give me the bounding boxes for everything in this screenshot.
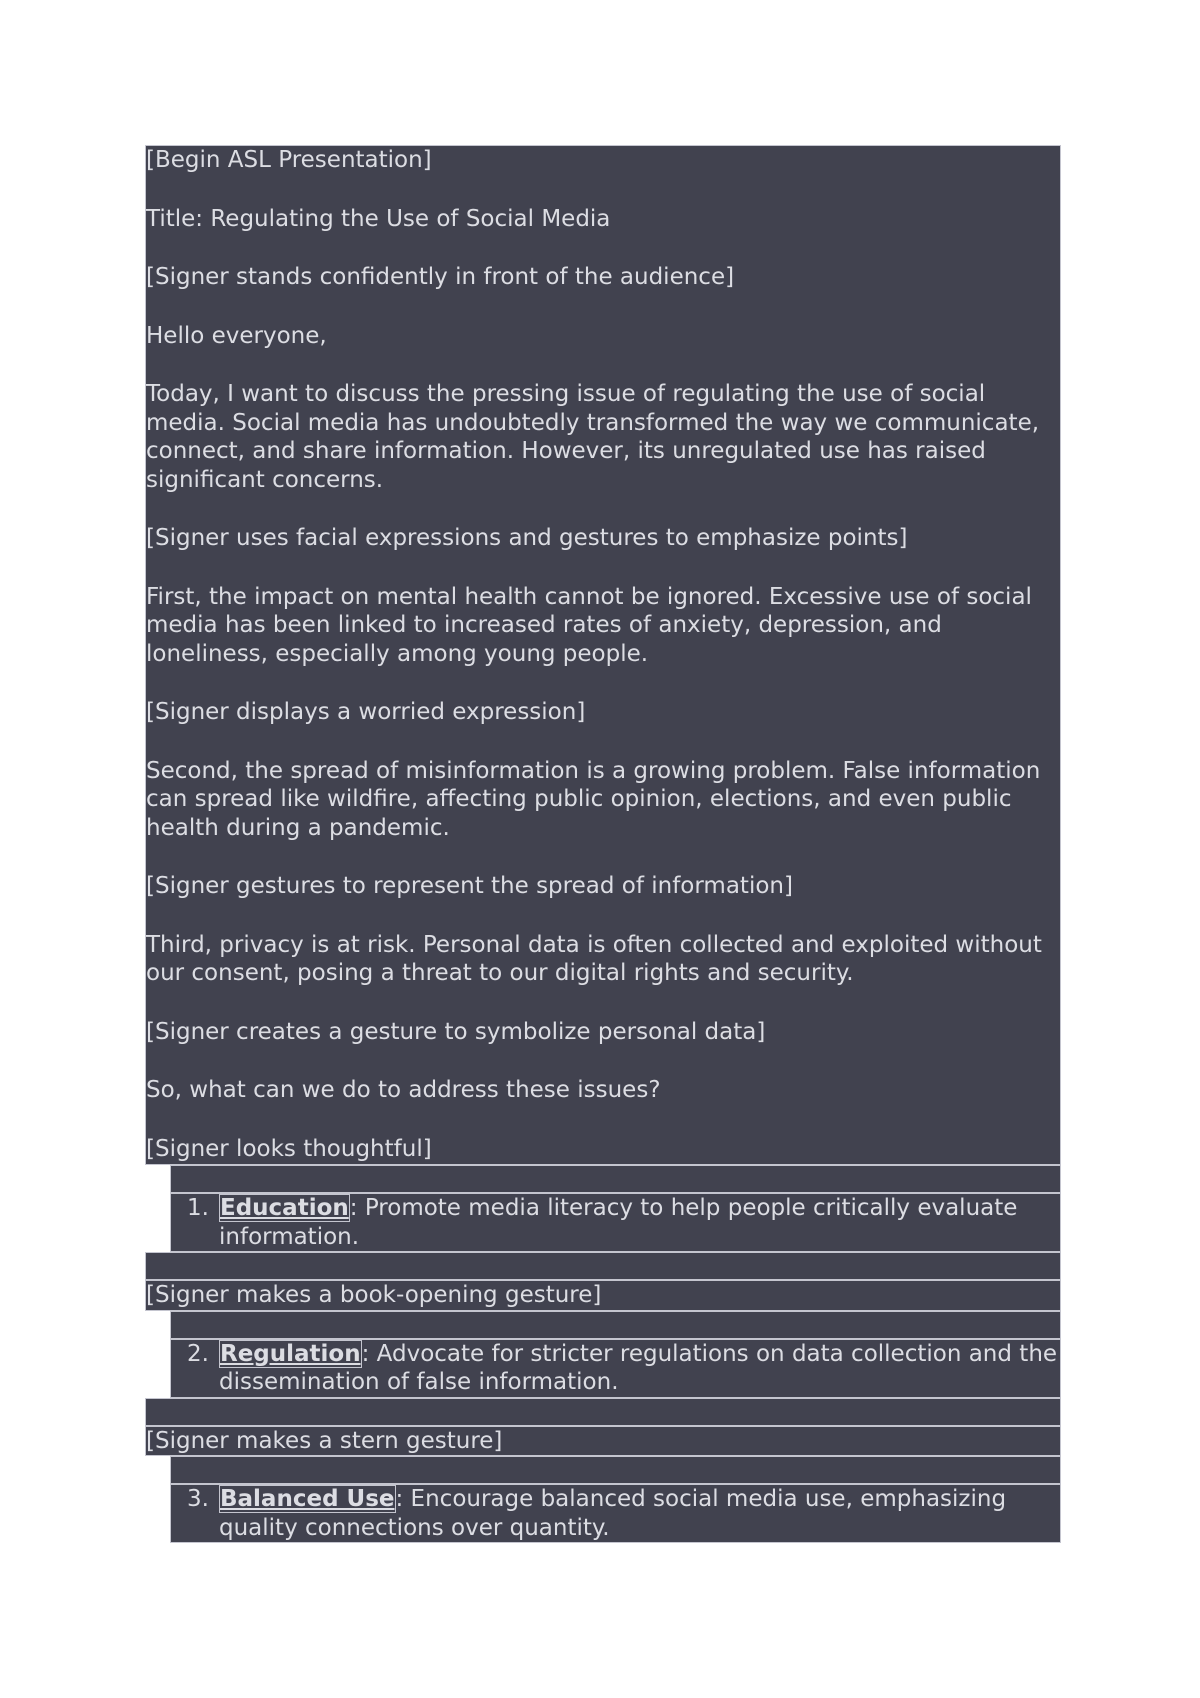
stage-direction: [Signer creates a gesture to symbolize personal data] — [146, 1018, 766, 1045]
greeting: Hello everyone, — [146, 322, 327, 349]
intro-section — [145, 145, 1061, 1165]
list-description: : Advocate for stricter regulations on data collection and the dissemination of false information. — [219, 1340, 1058, 1395]
stage-direction: [Signer stands confidently in front of the audience] — [146, 264, 735, 290]
presentation-document — [145, 145, 1061, 1543]
list-spacer — [145, 1252, 1061, 1280]
presentation-title: Title: Regulating the Use of Social Media — [146, 205, 611, 232]
list-term: Education — [220, 1195, 349, 1221]
stage-direction: [Signer makes a book-opening gesture] — [145, 1280, 1061, 1311]
list-number: 3. — [187, 1486, 209, 1512]
list-description: : Encourage balanced social media use, emphasizing quality connections over quantity. — [219, 1486, 1007, 1541]
list-description: : Promote media literacy to help people critically evaluate information. — [219, 1195, 1018, 1250]
list-term: Regulation — [220, 1340, 361, 1367]
point-mental-health: First, the impact on mental health cannot be ignored. Excessive use of social media has been linked to increased rates of anxiety, depression, and loneliness, especially among young people. — [146, 583, 1032, 667]
list-term: Balanced Use — [220, 1486, 395, 1512]
list-item-regulation — [170, 1339, 1061, 1398]
list-text — [219, 1194, 1060, 1251]
list-item-education — [170, 1193, 1061, 1252]
list-spacer — [170, 1456, 1061, 1484]
stage-direction: [Signer uses facial expressions and gestures to emphasize points] — [146, 525, 908, 551]
point-misinformation: Second, the spread of misinformation is a growing problem. False information can spread like wildfire, affecting public opinion, elections, and even public health during a pandemic. — [146, 757, 1041, 841]
question-paragraph: So, what can we do to address these issues? — [146, 1077, 661, 1103]
stage-direction: [Signer looks thoughtful] — [146, 1135, 432, 1162]
list-item-balanced-use — [170, 1484, 1061, 1543]
list-number: 1. — [187, 1195, 209, 1221]
list-text — [219, 1485, 1060, 1542]
list-spacer — [170, 1165, 1061, 1193]
intro-paragraph: Today, I want to discuss the pressing issue of regulating the use of social media. Social media has undoubtedly transformed the way we communicate, connect, and share information. However, its unregulated use has raised significant concerns. — [146, 381, 1040, 493]
stage-direction: [Signer makes a stern gesture] — [145, 1426, 1061, 1457]
point-privacy: Third, privacy is at risk. Personal data is often collected and exploited without our consent, posing a threat to our digital rights and security. — [146, 931, 1042, 986]
list-spacer — [170, 1311, 1061, 1339]
list-text — [219, 1340, 1060, 1397]
opening-direction: [Begin ASL Presentation] — [146, 147, 432, 173]
stage-direction: [Signer gestures to represent the spread of information] — [146, 873, 793, 899]
list-spacer — [145, 1398, 1061, 1426]
list-number: 2. — [187, 1340, 209, 1367]
stage-direction: [Signer displays a worried expression] — [146, 699, 586, 725]
